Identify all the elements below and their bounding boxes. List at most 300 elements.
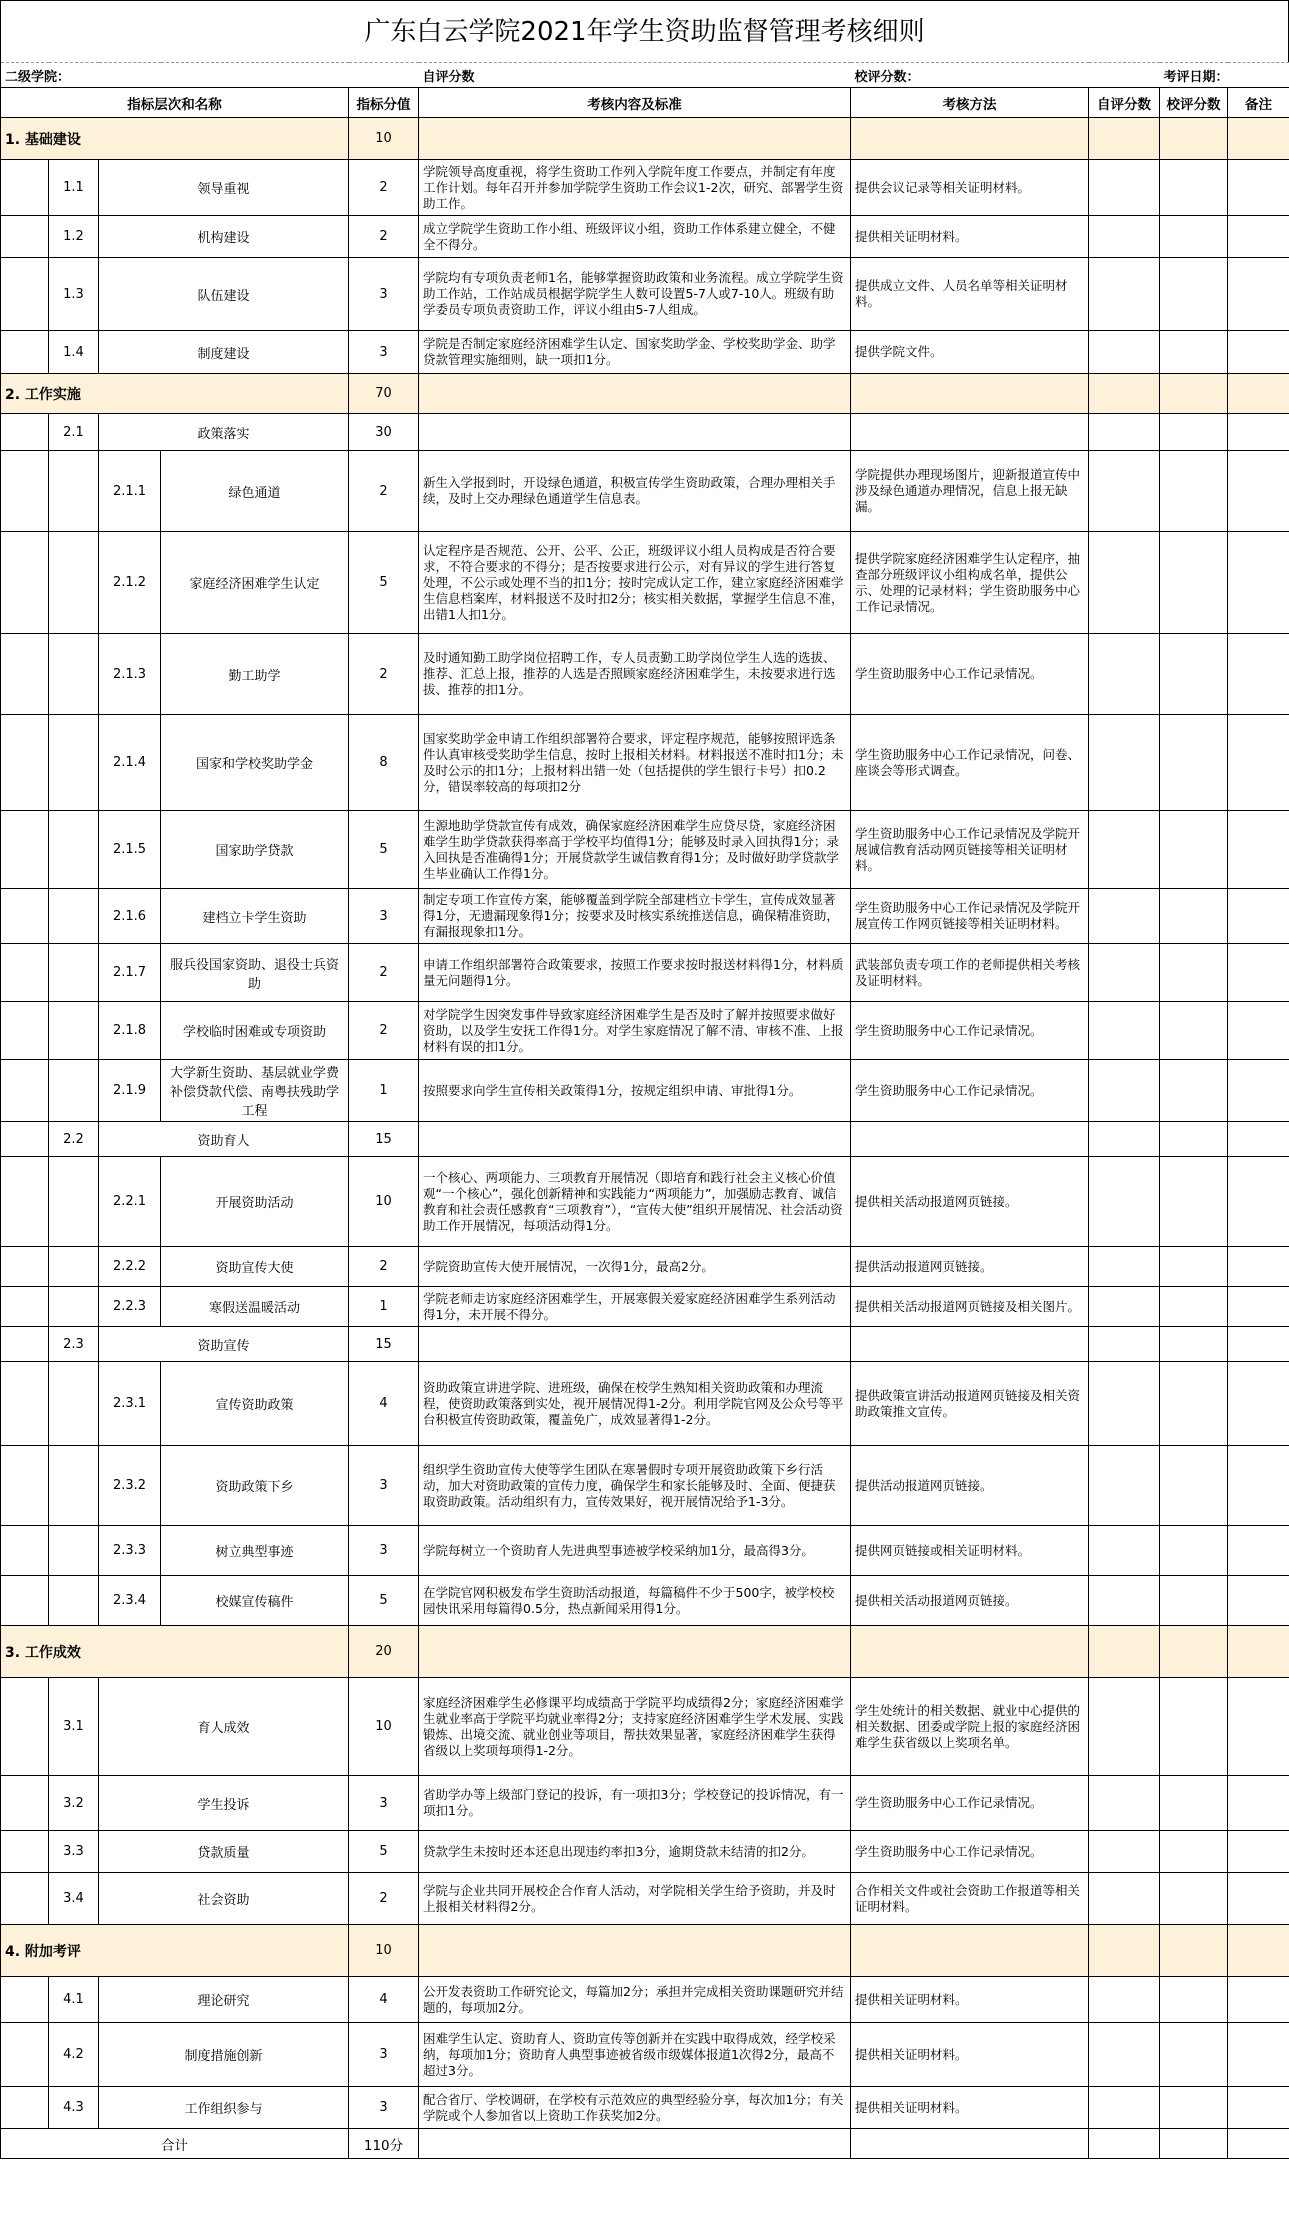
college-label: 二级学院：	[1, 63, 349, 88]
indicator-row	[1, 1327, 1289, 1362]
sub-indicator-name: 宣传资助政策	[161, 1362, 349, 1446]
sub-indicator-method: 学生资助服务中心工作记录情况。	[851, 1002, 1089, 1060]
indent-cell	[49, 811, 99, 889]
indent-cell	[49, 1362, 99, 1446]
content-cell	[419, 374, 851, 414]
indicator-score: 10	[349, 1678, 419, 1776]
note-cell	[1228, 1362, 1289, 1446]
indicator-content: 学院与企业共同开展校企合作育人活动，对学院相关学生给予资助，并及时上报相关材料得2分。	[419, 1873, 851, 1925]
self-score-cell	[1089, 715, 1160, 811]
indicator-row	[1, 331, 1289, 374]
self-score-cell	[1089, 1977, 1160, 2023]
indent-cell	[1, 634, 49, 715]
school-score-cell	[1160, 811, 1228, 889]
header-self: 自评分数	[1089, 88, 1160, 118]
sub-indicator-row	[1, 944, 1289, 1002]
self-score-cell	[1089, 1831, 1160, 1873]
school-score-cell	[1160, 1002, 1228, 1060]
note-cell	[1228, 331, 1289, 374]
self-score-cell	[1089, 1626, 1160, 1678]
sub-indicator-content: 认定程序是否规范、公开、公平、公正，班级评议小组人员构成是否符合要求，不符合要求的不得分；是否按要求进行公示，对有异议的学生进行答复处理，不公示或处理不当的扣1分；按时完成认定工作，建立家庭经济困难学生信息档案库，材料报送不及时扣2分；核实相关数据，掌握学生信息不准，出错1人扣1分。	[419, 532, 851, 634]
indicator-code: 4.1	[49, 1977, 99, 2023]
sub-indicator-row	[1, 1287, 1289, 1327]
sub-indicator-code: 2.1.5	[99, 811, 161, 889]
content-cell	[419, 1626, 851, 1678]
school-score-cell	[1160, 1446, 1228, 1526]
indent-cell	[1, 258, 49, 331]
section-score: 10	[349, 1925, 419, 1977]
indicator-score: 3	[349, 331, 419, 374]
self-score-cell	[1089, 1925, 1160, 1977]
self-score-cell	[1089, 451, 1160, 532]
indicator-row	[1, 1831, 1289, 1873]
school-score-cell	[1160, 634, 1228, 715]
sub-indicator-method: 提供相关活动报道网页链接。	[851, 1157, 1089, 1247]
self-score-cell	[1089, 1002, 1160, 1060]
section-row	[1, 374, 1289, 414]
note-cell	[1228, 451, 1289, 532]
school-score-cell	[1160, 1362, 1228, 1446]
school-score-cell	[1160, 1831, 1228, 1873]
sub-indicator-row	[1, 1526, 1289, 1576]
school-score-cell	[1160, 216, 1228, 258]
assessment-table	[0, 62, 1289, 2159]
indicator-score: 4	[349, 1977, 419, 2023]
indent-cell	[1, 1287, 49, 1327]
indent-cell	[49, 1157, 99, 1247]
section-row	[1, 1626, 1289, 1678]
note-cell	[1228, 216, 1289, 258]
self-score-cell	[1089, 160, 1160, 216]
note-cell	[1228, 1157, 1289, 1247]
note-cell	[1228, 1446, 1289, 1526]
self-score-cell	[1089, 216, 1160, 258]
section-name: 1. 基础建设	[1, 118, 349, 160]
self-score-cell	[1089, 1327, 1160, 1362]
self-score-cell	[1089, 374, 1160, 414]
section-name: 2. 工作实施	[1, 374, 349, 414]
method-cell	[851, 1925, 1089, 1977]
indent-cell	[1, 1526, 49, 1576]
sub-indicator-method: 学生资助服务中心工作记录情况，问卷、座谈会等形式调查。	[851, 715, 1089, 811]
sub-indicator-content: 资助政策宣讲进学院、进班级，确保在校学生熟知相关资助政策和办理流程，使资助政策落到实处，视开展情况得1-2分。利用学院官网及公众号等平台积极宣传资助政策，覆盖免广，成效显著得1-2分。	[419, 1362, 851, 1446]
sub-indicator-row	[1, 1576, 1289, 1626]
indicator-name: 育人成效	[99, 1678, 349, 1776]
sub-indicator-score: 2	[349, 1247, 419, 1287]
indicator-content: 困难学生认定、资助育人、资助宣传等创新并在实践中取得成效，经学校采纳，每项加1分；资助育人典型事迹被省级市级媒体报道1次得2分，最高不超过3分。	[419, 2023, 851, 2087]
self-score-cell	[1089, 258, 1160, 331]
school-score-cell	[1160, 1526, 1228, 1576]
school-score-cell	[1160, 1247, 1228, 1287]
indicator-score: 15	[349, 1327, 419, 1362]
indicator-method: 提供相关证明材料。	[851, 2087, 1089, 2129]
page-title: 广东白云学院2021年学生资助监督管理考核细则	[0, 0, 1289, 62]
school-score-cell	[1160, 118, 1228, 160]
indicator-name: 资助育人	[99, 1122, 349, 1157]
indent-cell	[1, 331, 49, 374]
method-cell	[851, 374, 1089, 414]
sub-indicator-row	[1, 634, 1289, 715]
indicator-method	[851, 1122, 1089, 1157]
sub-indicator-name: 国家和学校奖助学金	[161, 715, 349, 811]
indent-cell	[49, 1446, 99, 1526]
sub-indicator-method: 提供政策宣讲活动报道网页链接及相关资助政策推文宣传。	[851, 1362, 1089, 1446]
indicator-code: 4.2	[49, 2023, 99, 2087]
header-score: 指标分值	[349, 88, 419, 118]
sub-indicator-code: 2.1.6	[99, 889, 161, 944]
sub-indicator-score: 5	[349, 532, 419, 634]
indent-cell	[1, 1362, 49, 1446]
indent-cell	[1, 2023, 49, 2087]
school-score-cell	[1160, 1678, 1228, 1776]
indent-cell	[49, 1247, 99, 1287]
indicator-code: 2.3	[49, 1327, 99, 1362]
indicator-score: 30	[349, 414, 419, 451]
date-label: 考评日期：	[1160, 63, 1289, 88]
sub-indicator-method: 学生资助服务中心工作记录情况及学院开展宣传工作网页链接等相关证明材料。	[851, 889, 1089, 944]
sub-indicator-code: 2.1.8	[99, 1002, 161, 1060]
indent-cell	[1, 2087, 49, 2129]
sub-indicator-name: 资助宣传大使	[161, 1247, 349, 1287]
sub-indicator-code: 2.3.1	[99, 1362, 161, 1446]
self-score-cell	[1089, 811, 1160, 889]
indicator-code: 3.4	[49, 1873, 99, 1925]
indent-cell	[1, 414, 49, 451]
school-score-cell	[1160, 2129, 1228, 2159]
sub-indicator-score: 2	[349, 1002, 419, 1060]
indicator-row	[1, 1122, 1289, 1157]
note-cell	[1228, 1873, 1289, 1925]
indicator-name: 制度措施创新	[99, 2023, 349, 2087]
note-cell	[1228, 258, 1289, 331]
self-score-cell	[1089, 331, 1160, 374]
indicator-method	[851, 1327, 1089, 1362]
sub-indicator-name: 资助政策下乡	[161, 1446, 349, 1526]
indent-cell	[1, 1247, 49, 1287]
sub-indicator-content: 组织学生资助宣传大使等学生团队在寒暑假时专项开展资助政策下乡行活动，加大对资助政策的宣传力度，确保学生和家长能够及时、全面、便捷获取资助政策。活动组织有力，宣传效果好，视开展情况给予1-3分。	[419, 1446, 851, 1526]
sub-indicator-name: 勤工助学	[161, 634, 349, 715]
content-cell	[419, 118, 851, 160]
sub-indicator-content: 新生入学报到时，开设绿色通道，积极宣传学生资助政策，合理办理相关手续，及时上交办理绿色通道学生信息表。	[419, 451, 851, 532]
sub-indicator-method: 提供学院家庭经济困难学生认定程序，抽查部分班级评议小组构成名单，提供公示、处理的记录材料；学生资助服务中心工作记录情况。	[851, 532, 1089, 634]
indent-cell	[1, 889, 49, 944]
note-cell	[1228, 160, 1289, 216]
sub-indicator-row	[1, 811, 1289, 889]
indicator-name: 领导重视	[99, 160, 349, 216]
indent-cell	[1, 1060, 49, 1122]
indicator-score: 2	[349, 1873, 419, 1925]
self-score-cell	[1089, 889, 1160, 944]
self-score-cell	[1089, 1576, 1160, 1626]
indent-cell	[49, 889, 99, 944]
self-score-cell	[1089, 2129, 1160, 2159]
indent-cell	[1, 216, 49, 258]
sub-indicator-method: 提供活动报道网页链接。	[851, 1446, 1089, 1526]
indicator-row	[1, 160, 1289, 216]
indent-cell	[1, 160, 49, 216]
indent-cell	[1, 1873, 49, 1925]
note-cell	[1228, 1247, 1289, 1287]
indicator-method: 学生资助服务中心工作记录情况。	[851, 1831, 1089, 1873]
note-cell	[1228, 944, 1289, 1002]
indent-cell	[1, 532, 49, 634]
total-label: 合计	[1, 2129, 349, 2159]
sub-indicator-name: 建档立卡学生资助	[161, 889, 349, 944]
note-cell	[1228, 1678, 1289, 1776]
school-score-cell	[1160, 1873, 1228, 1925]
sub-indicator-name: 国家助学贷款	[161, 811, 349, 889]
sub-indicator-row	[1, 1362, 1289, 1446]
sub-indicator-score: 5	[349, 811, 419, 889]
school-score-cell	[1160, 2023, 1228, 2087]
sub-indicator-code: 2.1.4	[99, 715, 161, 811]
indicator-content: 学院是否制定家庭经济困难学生认定、国家奖助学金、学校奖助学金、助学贷款管理实施细则，缺一项扣1分。	[419, 331, 851, 374]
self-score-cell	[1089, 1446, 1160, 1526]
sub-indicator-score: 1	[349, 1287, 419, 1327]
indicator-method: 提供成立文件、人员名单等相关证明材料。	[851, 258, 1089, 331]
school-score-cell	[1160, 160, 1228, 216]
indicator-code: 2.2	[49, 1122, 99, 1157]
school-score-cell	[1160, 1925, 1228, 1977]
school-score-cell	[1160, 451, 1228, 532]
sub-indicator-content: 学院每树立一个资助育人先进典型事迹被学校采纳加1分，最高得3分。	[419, 1526, 851, 1576]
indicator-name: 理论研究	[99, 1977, 349, 2023]
indicator-content: 家庭经济困难学生必修课平均成绩高于学院平均成绩得2分；家庭经济困难学生就业率高于学院平均就业率得2分；支持家庭经济困难学生学术发展、实践锻炼、出境交流、就业创业等项目，帮扶效果显著，家庭经济困难学生获得省级以上奖项每项得1-2分。	[419, 1678, 851, 1776]
note-cell	[1228, 1776, 1289, 1831]
section-row	[1, 118, 1289, 160]
sub-indicator-name: 家庭经济困难学生认定	[161, 532, 349, 634]
sub-indicator-method: 学生资助服务中心工作记录情况。	[851, 634, 1089, 715]
note-cell	[1228, 1576, 1289, 1626]
sub-indicator-content: 一个核心、两项能力、三项教育开展情况（即培育和践行社会主义核心价值观“一个核心”，强化创新精神和实践能力“两项能力”，加强励志教育、诚信教育和社会责任感教育“三项教育”），“宣传大使”组织开展情况、社会活动资助工作开展情况，每项活动得1分。	[419, 1157, 851, 1247]
self-score-cell	[1089, 1526, 1160, 1576]
sub-indicator-content: 国家奖助学金申请工作组织部署符合要求，评定程序规范，能够按照评选条件认真审核受奖助学生信息，按时上报相关材料。材料报送不准时扣1分；未及时公示的扣1分；上报材料出错一处（包括提供的学生银行卡号）扣0.2分，错误率较高的每项扣2分	[419, 715, 851, 811]
indent-cell	[49, 451, 99, 532]
indent-cell	[1, 1831, 49, 1873]
sub-indicator-row	[1, 1157, 1289, 1247]
school-score-cell	[1160, 889, 1228, 944]
sub-indicator-code: 2.2.3	[99, 1287, 161, 1327]
method-cell	[851, 1626, 1089, 1678]
sub-indicator-content: 按照要求向学生宣传相关政策得1分，按规定组织申请、审批得1分。	[419, 1060, 851, 1122]
self-score-cell	[1089, 634, 1160, 715]
sub-indicator-row	[1, 1060, 1289, 1122]
indicator-score: 15	[349, 1122, 419, 1157]
school-score-cell	[1160, 532, 1228, 634]
self-score-label: 自评分数	[419, 63, 851, 88]
indicator-row	[1, 1977, 1289, 2023]
indent-cell	[1, 811, 49, 889]
indicator-method: 学生资助服务中心工作记录情况。	[851, 1776, 1089, 1831]
indicator-method: 合作相关文件或社会资助工作报道等相关证明材料。	[851, 1873, 1089, 1925]
indicator-score: 2	[349, 160, 419, 216]
indent-cell	[1, 1576, 49, 1626]
indicator-content: 成立学院学生资助工作小组、班级评议小组，资助工作体系建立健全，不健全不得分。	[419, 216, 851, 258]
self-score-cell	[1089, 1060, 1160, 1122]
self-score-cell	[1089, 1247, 1160, 1287]
method-cell	[851, 2129, 1089, 2159]
indicator-content: 省助学办等上级部门登记的投诉，有一项扣3分；学校登记的投诉情况，有一项扣1分。	[419, 1776, 851, 1831]
header-content: 考核内容及标准	[419, 88, 851, 118]
indicator-code: 4.3	[49, 2087, 99, 2129]
indent-cell	[1, 1157, 49, 1247]
sub-indicator-method: 学院提供办理现场图片，迎新报道宣传中涉及绿色通道办理情况，信息上报无缺漏。	[851, 451, 1089, 532]
indicator-code: 3.3	[49, 1831, 99, 1873]
school-score-cell	[1160, 414, 1228, 451]
note-cell	[1228, 1002, 1289, 1060]
section-score: 10	[349, 118, 419, 160]
sub-indicator-name: 大学新生资助、基层就业学费补偿贷款代偿、南粤扶残助学工程	[161, 1060, 349, 1122]
indicator-name: 机构建设	[99, 216, 349, 258]
content-cell	[419, 2129, 851, 2159]
indent-cell	[1, 715, 49, 811]
sub-indicator-score: 1	[349, 1060, 419, 1122]
school-score-cell	[1160, 258, 1228, 331]
content-cell	[419, 1925, 851, 1977]
indent-cell	[1, 1678, 49, 1776]
self-score-cell	[1089, 1287, 1160, 1327]
indicator-code: 1.3	[49, 258, 99, 331]
school-score-cell	[1160, 2087, 1228, 2129]
school-score-cell	[1160, 1776, 1228, 1831]
sub-indicator-score: 8	[349, 715, 419, 811]
section-score: 20	[349, 1626, 419, 1678]
total-score: 110分	[349, 2129, 419, 2159]
self-score-cell	[1089, 2023, 1160, 2087]
self-score-cell	[1089, 1776, 1160, 1831]
note-cell	[1228, 811, 1289, 889]
school-score-cell	[1160, 1060, 1228, 1122]
indicator-row	[1, 414, 1289, 451]
sub-indicator-content: 学院资助宣传大使开展情况，一次得1分，最高2分。	[419, 1247, 851, 1287]
sub-indicator-row	[1, 715, 1289, 811]
indicator-score: 5	[349, 1831, 419, 1873]
note-cell	[1228, 1925, 1289, 1977]
sub-indicator-row	[1, 532, 1289, 634]
note-cell	[1228, 1626, 1289, 1678]
section-row	[1, 1925, 1289, 1977]
indicator-row	[1, 1873, 1289, 1925]
school-score-cell	[1160, 944, 1228, 1002]
indicator-row	[1, 216, 1289, 258]
sub-indicator-code: 2.3.3	[99, 1526, 161, 1576]
self-score-cell	[1089, 1157, 1160, 1247]
sub-indicator-content: 在学院官网积极发布学生资助活动报道，每篇稿件不少于500字，被学校校园快讯采用每篇得0.5分，热点新闻采用得1分。	[419, 1576, 851, 1626]
sub-indicator-score: 2	[349, 451, 419, 532]
header-row	[1, 88, 1289, 118]
indicator-code: 2.1	[49, 414, 99, 451]
indicator-name: 学生投诉	[99, 1776, 349, 1831]
sub-indicator-code: 2.1.1	[99, 451, 161, 532]
note-cell	[1228, 1977, 1289, 2023]
sub-indicator-score: 2	[349, 634, 419, 715]
self-score-cell	[1089, 414, 1160, 451]
indent-cell	[1, 1002, 49, 1060]
indent-cell	[49, 1576, 99, 1626]
indicator-row	[1, 258, 1289, 331]
sub-indicator-name: 校媒宣传稿件	[161, 1576, 349, 1626]
sub-indicator-code: 2.3.4	[99, 1576, 161, 1626]
sub-indicator-method: 学生资助服务中心工作记录情况及学院开展诚信教育活动网页链接等相关证明材料。	[851, 811, 1089, 889]
indicator-row	[1, 2023, 1289, 2087]
school-score-cell	[1160, 1122, 1228, 1157]
note-cell	[1228, 1327, 1289, 1362]
self-score-cell	[1089, 1678, 1160, 1776]
indent-cell	[49, 715, 99, 811]
indicator-method: 提供相关证明材料。	[851, 1977, 1089, 2023]
indicator-score: 3	[349, 2023, 419, 2087]
indent-cell	[1, 1446, 49, 1526]
info-row	[1, 63, 1289, 88]
sub-indicator-score: 3	[349, 1446, 419, 1526]
sub-indicator-method: 学生资助服务中心工作记录情况。	[851, 1060, 1089, 1122]
school-score-cell	[1160, 1626, 1228, 1678]
school-score-cell	[1160, 331, 1228, 374]
sub-indicator-row	[1, 1446, 1289, 1526]
note-cell	[1228, 715, 1289, 811]
self-score-cell	[1089, 118, 1160, 160]
indent-cell	[49, 1002, 99, 1060]
indicator-code: 1.4	[49, 331, 99, 374]
note-cell	[1228, 889, 1289, 944]
sub-indicator-code: 2.2.2	[99, 1247, 161, 1287]
sub-indicator-method: 提供网页链接或相关证明材料。	[851, 1526, 1089, 1576]
sub-indicator-code: 2.1.7	[99, 944, 161, 1002]
note-cell	[1228, 118, 1289, 160]
sub-indicator-row	[1, 451, 1289, 532]
sub-indicator-method: 提供相关活动报道网页链接。	[851, 1576, 1089, 1626]
sub-indicator-score: 5	[349, 1576, 419, 1626]
section-score: 70	[349, 374, 419, 414]
note-cell	[1228, 2087, 1289, 2129]
indicator-name: 社会资助	[99, 1873, 349, 1925]
review-score-label: 校评分数：	[851, 63, 1160, 88]
sub-indicator-code: 2.2.1	[99, 1157, 161, 1247]
sub-indicator-method: 武装部负责专项工作的老师提供相关考核及证明材料。	[851, 944, 1089, 1002]
sub-indicator-row	[1, 889, 1289, 944]
indicator-name: 工作组织参与	[99, 2087, 349, 2129]
indicator-content	[419, 1327, 851, 1362]
indicator-content: 学院均有专项负责老师1名，能够掌握资助政策和业务流程。成立学院学生资助工作站，工作站成员根据学院学生人数可设置5-7人或7-10人。班级有助学委员专项负责资助工作，评议小组由5-7人组成。	[419, 258, 851, 331]
sub-indicator-code: 2.1.9	[99, 1060, 161, 1122]
indicator-row	[1, 2087, 1289, 2129]
header-note: 备注	[1228, 88, 1289, 118]
header-school: 校评分数	[1160, 88, 1228, 118]
indent-cell	[1, 1122, 49, 1157]
sub-indicator-name: 绿色通道	[161, 451, 349, 532]
indent-cell	[49, 944, 99, 1002]
sub-indicator-row	[1, 1002, 1289, 1060]
header-indicator: 指标层次和名称	[1, 88, 349, 118]
indicator-name: 资助宣传	[99, 1327, 349, 1362]
indicator-name: 贷款质量	[99, 1831, 349, 1873]
indicator-code: 3.1	[49, 1678, 99, 1776]
indicator-name: 队伍建设	[99, 258, 349, 331]
indent-cell	[49, 634, 99, 715]
school-score-cell	[1160, 715, 1228, 811]
indicator-content: 公开发表资助工作研究论文，每篇加2分；承担并完成相关资助课题研究并结题的，每项加2分。	[419, 1977, 851, 2023]
sub-indicator-code: 2.1.3	[99, 634, 161, 715]
self-score-cell	[1089, 944, 1160, 1002]
indicator-code: 3.2	[49, 1776, 99, 1831]
note-cell	[1228, 1526, 1289, 1576]
sub-indicator-score: 3	[349, 1526, 419, 1576]
indent-cell	[1, 944, 49, 1002]
sub-indicator-name: 学校临时困难或专项资助	[161, 1002, 349, 1060]
indicator-content: 学院领导高度重视，将学生资助工作列入学院年度工作要点，并制定有年度工作计划。每年召开并参加学院学生资助工作会议1-2次，研究、部署学生资助工作。	[419, 160, 851, 216]
indicator-name: 政策落实	[99, 414, 349, 451]
indent-cell	[49, 1526, 99, 1576]
